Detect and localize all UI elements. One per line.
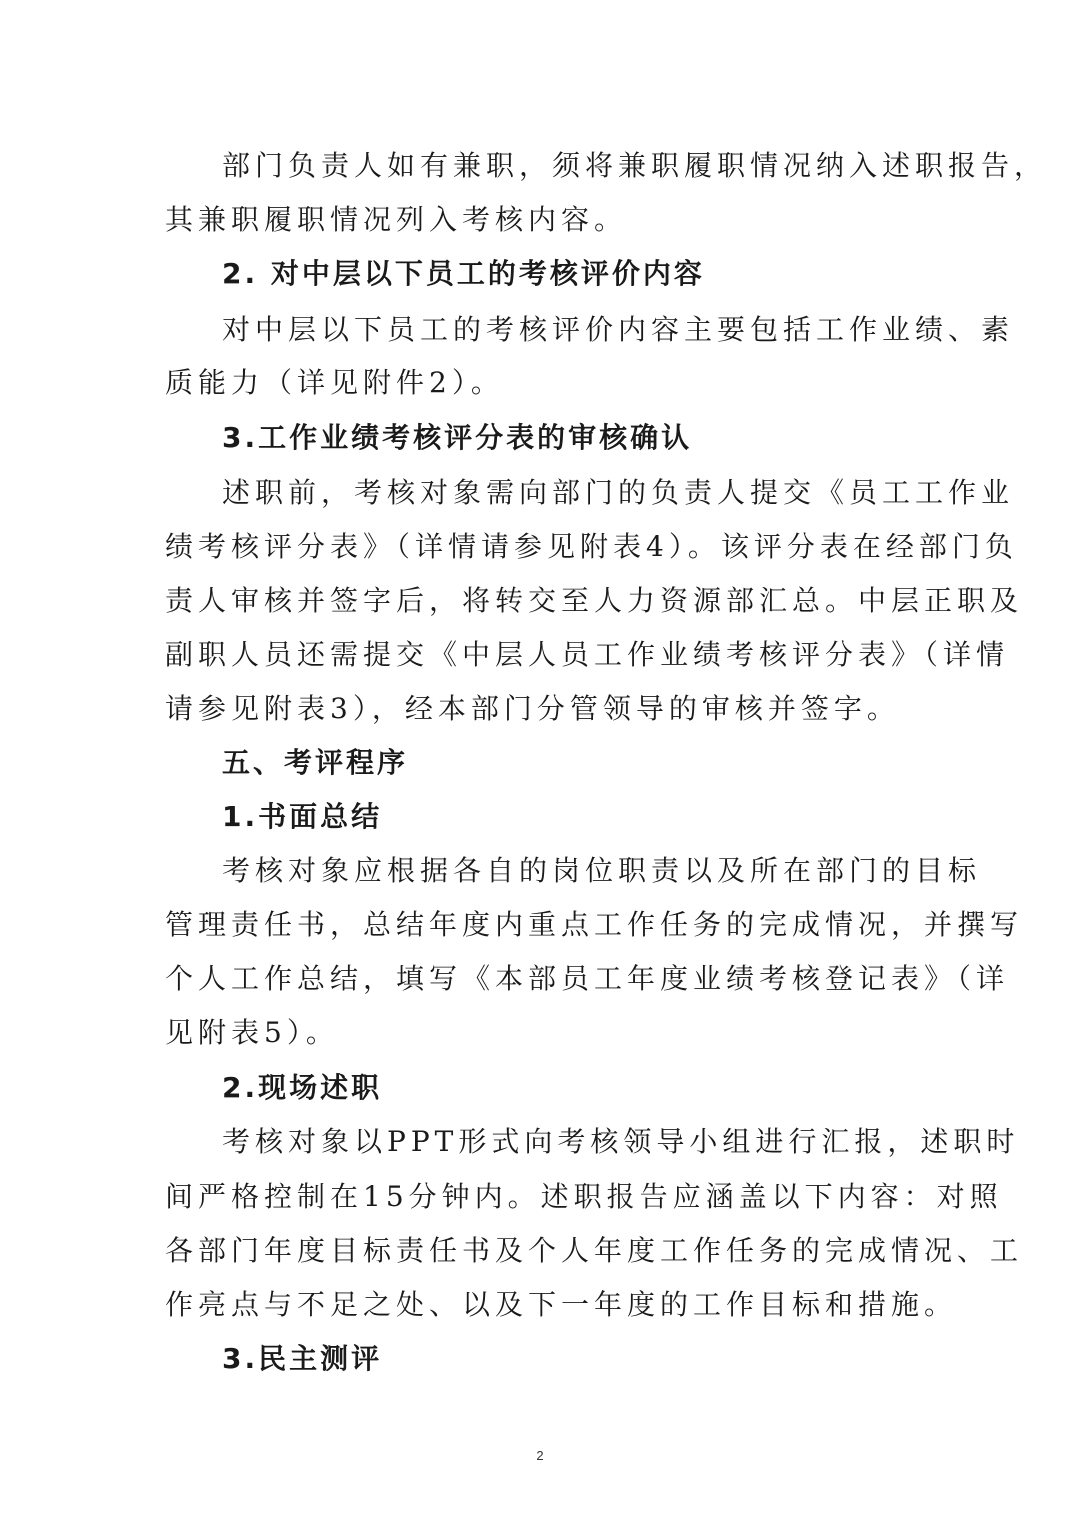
paragraph-line: 个人工作总结，填写《本部员工年度业绩考核登记表》（详 <box>165 962 1010 995</box>
subheading-1: 1.书面总结 <box>222 800 383 833</box>
subheading-2: 2. 对中层以下员工的考核评价内容 <box>222 257 705 290</box>
paragraph-line: 考核对象以PPT形式向考核领导小组进行汇报，述职时 <box>222 1125 1020 1158</box>
section-heading: 五、考评程序 <box>222 746 409 779</box>
subheading-3: 3.民主测评 <box>222 1342 383 1375</box>
paragraph-line: 责人审核并签字后，将转交至人力资源部汇总。中层正职及 <box>165 584 1024 617</box>
paragraph-line: 考核对象应根据各自的岗位职责以及所在部门的目标 <box>222 854 982 887</box>
page-number: 2 <box>536 1448 544 1463</box>
subheading-3: 3.工作业绩考核评分表的审核确认 <box>222 421 693 454</box>
paragraph-line: 绩考核评分表》（详情请参见附表4）。该评分表在经部门负 <box>165 530 1018 563</box>
paragraph-line: 间严格控制在15分钟内。述职报告应涵盖以下内容：对照 <box>165 1180 1003 1213</box>
paragraph-line: 请参见附表3），经本部门分管领导的审核并签字。 <box>165 692 900 725</box>
paragraph-line: 管理责任书，总结年度内重点工作任务的完成情况，并撰写 <box>165 908 1024 941</box>
paragraph-line: 各部门年度目标责任书及个人年度工作任务的完成情况、工 <box>165 1234 1024 1267</box>
paragraph-line: 质能力（详见附件2）。 <box>165 366 504 399</box>
paragraph-line: 对中层以下员工的考核评价内容主要包括工作业绩、素 <box>222 313 1015 346</box>
paragraph-line: 见附表5）。 <box>165 1016 339 1049</box>
subheading-2: 2.现场述职 <box>222 1071 383 1104</box>
paragraph-line: 其兼职履职情况列入考核内容。 <box>165 203 628 236</box>
paragraph-line: 作亮点与不足之处、以及下一年度的工作目标和措施。 <box>165 1288 958 1321</box>
paragraph-line: 述职前，考核对象需向部门的负责人提交《员工工作业 <box>222 476 1015 509</box>
paragraph-line: 部门负责人如有兼职，须将兼职履职情况纳入述职报告， <box>222 149 1048 182</box>
paragraph-line: 副职人员还需提交《中层人员工作业绩考核评分表》（详情 <box>165 638 1010 671</box>
